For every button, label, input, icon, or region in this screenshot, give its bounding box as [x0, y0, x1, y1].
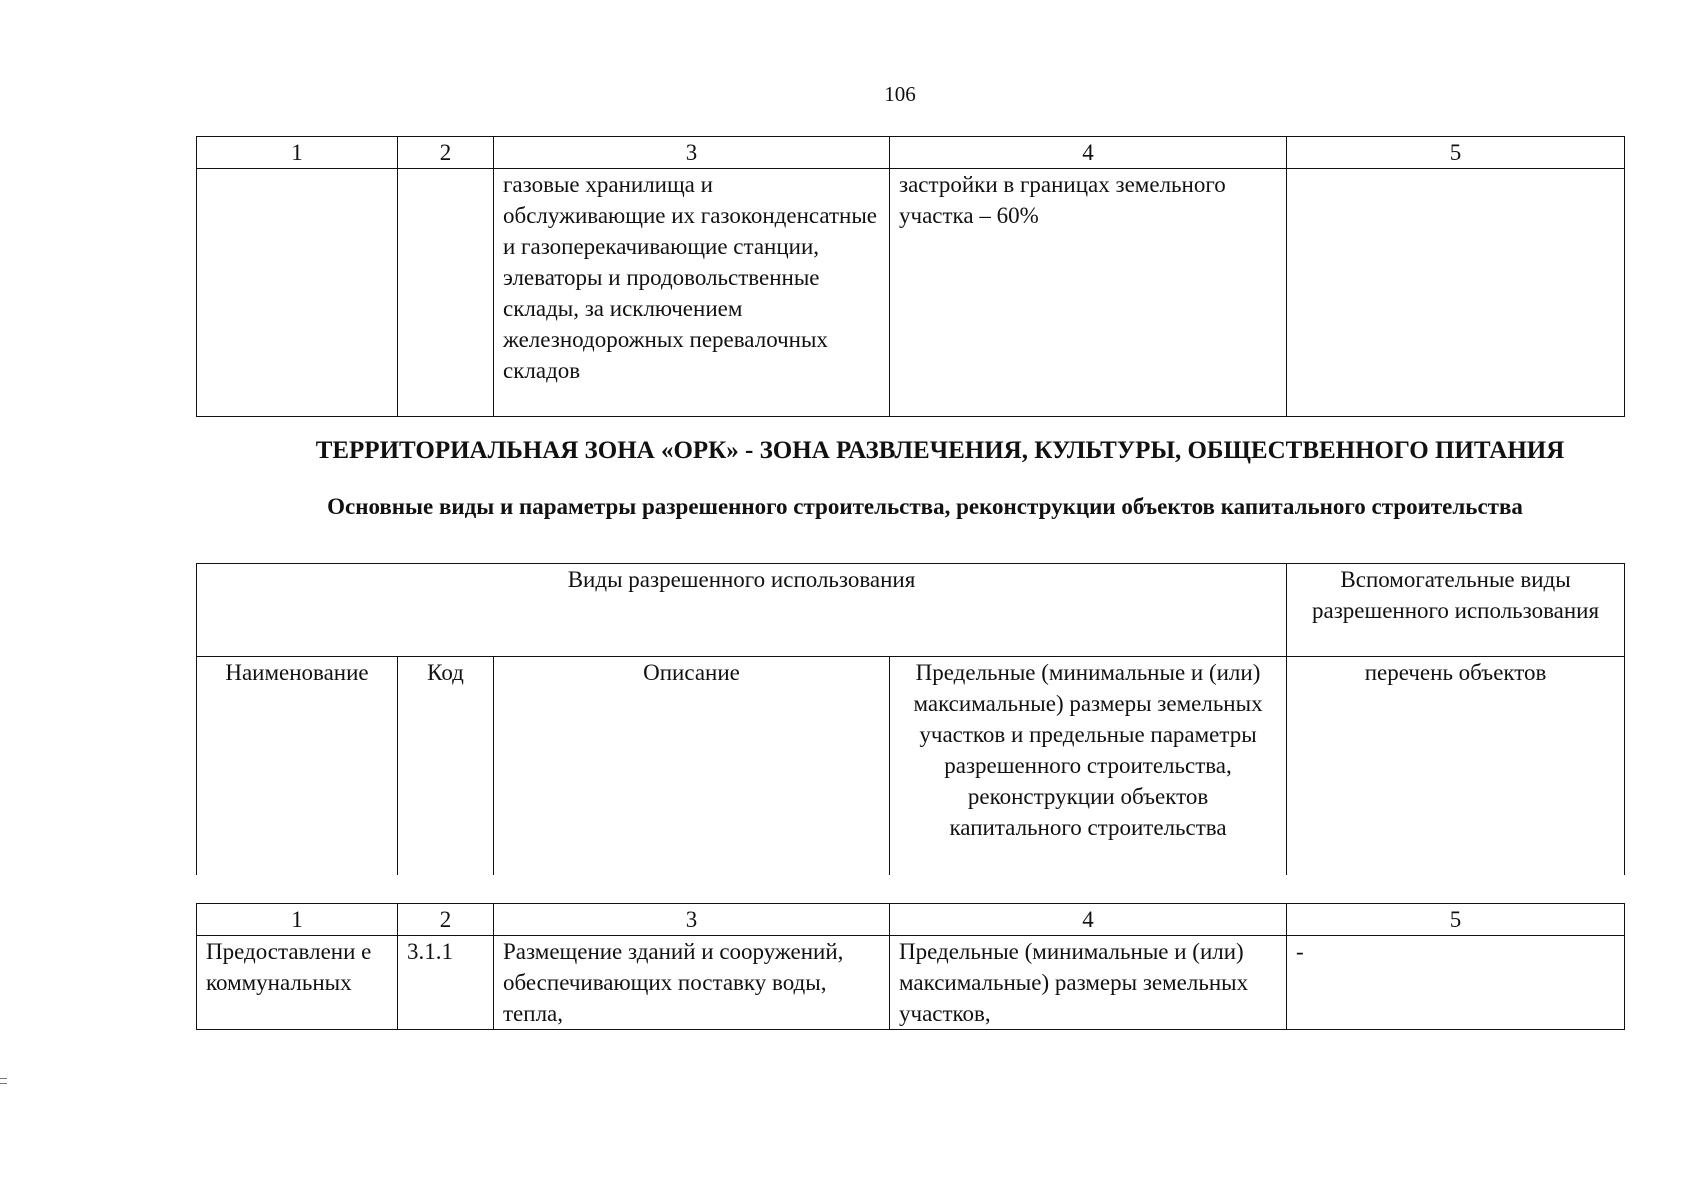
- header-main-uses: Виды разрешенного использования: [197, 564, 1287, 657]
- column-number-2: 2: [398, 904, 494, 936]
- column-number-row: [197, 904, 1625, 936]
- column-number-5: 5: [1287, 904, 1625, 936]
- header-bottom-row: [197, 657, 1625, 876]
- cell-auxiliary: [1287, 169, 1625, 417]
- column-number-1: 1: [197, 904, 398, 936]
- continuation-table: [196, 136, 1625, 417]
- column-number-1: 1: [197, 137, 398, 169]
- margin-mark: [0, 1078, 7, 1084]
- table-row: [197, 169, 1625, 417]
- cell-description: Размещение зданий и сооружений, обеспечивающих поставку воды, тепла,: [494, 936, 890, 1030]
- zone-title: ТЕРРИТОРИАЛЬНАЯ ЗОНА «ОРК» - ЗОНА РАЗВЛЕЧЕНИЯ, КУЛЬТУРЫ, ОБЩЕСТВЕННОГО ПИТАНИЯ: [315, 437, 1565, 464]
- cell-code: [398, 169, 494, 417]
- header-auxiliary-uses: Вспомогательные виды разрешенного использования: [1287, 564, 1625, 657]
- cell-parameters: Предельные (минимальные и (или) максимальные) размеры земельных участков,: [890, 936, 1287, 1030]
- header-col-description: Описание: [494, 657, 890, 876]
- data-table: [196, 903, 1625, 1030]
- cell-auxiliary: -: [1287, 936, 1625, 1030]
- page-number: 106: [884, 82, 916, 106]
- cell-name: [197, 169, 398, 417]
- cell-parameters: застройки в границах земельного участка – 60%: [890, 169, 1287, 417]
- column-number-3: 3: [494, 904, 890, 936]
- section-subtitle: Основные виды и параметры разрешенного строительства, реконструкции объектов капитального строительства: [327, 494, 1523, 519]
- column-number-4: 4: [890, 137, 1287, 169]
- header-col-objects: перечень объектов: [1287, 657, 1625, 876]
- header-top-row: [197, 564, 1625, 657]
- column-number-row: [197, 137, 1625, 169]
- column-number-5: 5: [1287, 137, 1625, 169]
- column-number-4: 4: [890, 904, 1287, 936]
- header-col-name: Наименование: [197, 657, 398, 876]
- cell-code: 3.1.1: [398, 936, 494, 1030]
- column-number-2: 2: [398, 137, 494, 169]
- header-table: [196, 563, 1625, 875]
- header-col-code: Код: [398, 657, 494, 876]
- column-number-3: 3: [494, 137, 890, 169]
- header-col-parameters: Предельные (минимальные и (или) максимальные) размеры земельных участков и предельные параметры разрешенного строительства, реконструкции объектов капитального строительства: [890, 657, 1287, 876]
- cell-name: Предоставлени е коммунальных: [197, 936, 398, 1030]
- cell-description: газовые хранилища и обслуживающие их газоконденсатные и газоперекачивающие станции, элеваторы и продовольственные склады, за исключением железнодорожных перевалочных складов: [494, 169, 890, 417]
- table-row: [197, 936, 1625, 1030]
